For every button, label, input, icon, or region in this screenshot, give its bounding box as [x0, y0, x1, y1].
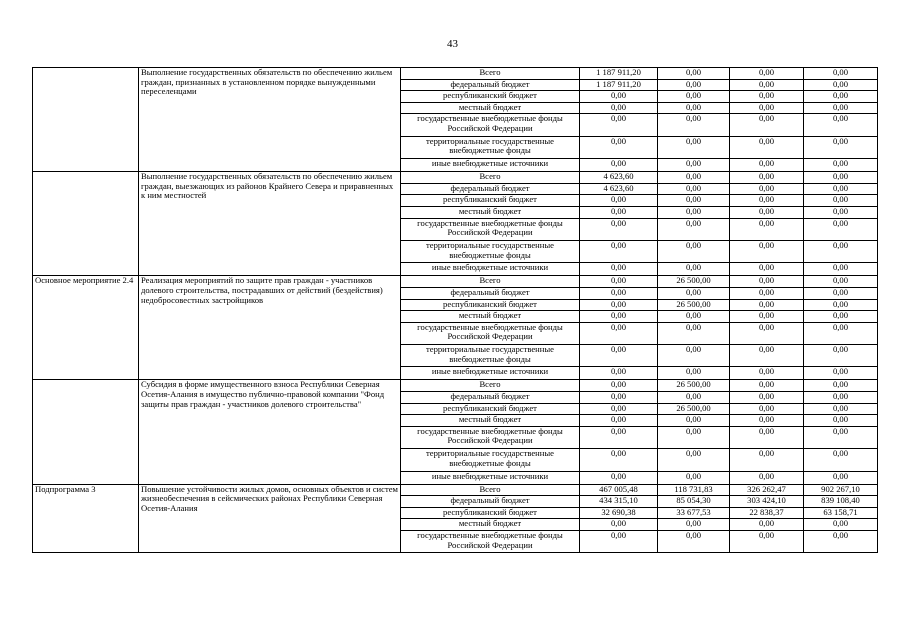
funding-source: федеральный бюджет — [401, 183, 580, 195]
program-code — [33, 68, 139, 172]
amount-cell: 0,00 — [658, 206, 730, 218]
funding-source: республиканский бюджет — [401, 91, 580, 103]
amount-cell: 0,00 — [658, 345, 730, 367]
funding-source: государственные внебюджетные фонды Российской Федерации — [401, 218, 580, 240]
amount-cell: 0,00 — [730, 206, 804, 218]
amount-cell: 0,00 — [804, 471, 878, 484]
amount-cell: 0,00 — [730, 276, 804, 288]
amount-cell: 1 187 911,20 — [580, 79, 658, 91]
amount-cell: 26 500,00 — [658, 299, 730, 311]
amount-cell: 0,00 — [658, 172, 730, 184]
amount-cell: 0,00 — [580, 136, 658, 158]
amount-cell: 839 108,40 — [804, 496, 878, 508]
amount-cell: 0,00 — [658, 79, 730, 91]
amount-cell: 0,00 — [580, 276, 658, 288]
amount-cell: 467 005,48 — [580, 484, 658, 496]
amount-cell: 0,00 — [580, 345, 658, 367]
funding-source: государственные внебюджетные фонды Российской Федерации — [401, 322, 580, 344]
amount-cell: 118 731,83 — [658, 484, 730, 496]
amount-cell: 0,00 — [658, 183, 730, 195]
amount-cell: 0,00 — [658, 449, 730, 471]
amount-cell: 33 677,53 — [658, 507, 730, 519]
funding-source: федеральный бюджет — [401, 287, 580, 299]
amount-cell: 26 500,00 — [658, 276, 730, 288]
amount-cell: 26 500,00 — [658, 403, 730, 415]
funding-source: территориальные государственные внебюджетные фонды — [401, 449, 580, 471]
program-name: Выполнение государственных обязательств по обеспечению жильем граждан, выезжающих из районов Крайнего Севера и приравненных к ним местностей — [139, 172, 401, 276]
amount-cell: 0,00 — [658, 287, 730, 299]
amount-cell: 0,00 — [804, 299, 878, 311]
amount-cell: 0,00 — [804, 392, 878, 404]
program-code: Основное мероприятие 2.4 — [33, 276, 139, 380]
funding-source: Всего — [401, 172, 580, 184]
amount-cell: 0,00 — [730, 195, 804, 207]
amount-cell: 0,00 — [580, 102, 658, 114]
amount-cell: 0,00 — [804, 367, 878, 380]
amount-cell: 0,00 — [580, 403, 658, 415]
amount-cell: 0,00 — [730, 299, 804, 311]
amount-cell: 0,00 — [580, 426, 658, 448]
amount-cell: 22 838,37 — [730, 507, 804, 519]
amount-cell: 85 054,30 — [658, 496, 730, 508]
amount-cell: 0,00 — [730, 426, 804, 448]
amount-cell: 0,00 — [658, 471, 730, 484]
funding-source: государственные внебюджетные фонды Российской Федерации — [401, 114, 580, 136]
amount-cell: 303 424,10 — [730, 496, 804, 508]
funding-source: республиканский бюджет — [401, 195, 580, 207]
funding-source: местный бюджет — [401, 415, 580, 427]
amount-cell: 0,00 — [804, 114, 878, 136]
amount-cell: 4 623,60 — [580, 172, 658, 184]
amount-cell: 0,00 — [658, 367, 730, 380]
amount-cell: 0,00 — [730, 531, 804, 553]
amount-cell: 0,00 — [804, 322, 878, 344]
amount-cell: 0,00 — [580, 195, 658, 207]
amount-cell: 0,00 — [804, 415, 878, 427]
amount-cell: 0,00 — [580, 322, 658, 344]
amount-cell: 0,00 — [580, 287, 658, 299]
funding-source: местный бюджет — [401, 102, 580, 114]
amount-cell: 0,00 — [580, 471, 658, 484]
funding-source: государственные внебюджетные фонды Российской Федерации — [401, 426, 580, 448]
table-row — [33, 484, 878, 496]
amount-cell: 0,00 — [580, 206, 658, 218]
funding-source: государственные внебюджетные фонды Российской Федерации — [401, 531, 580, 553]
funding-source: территориальные государственные внебюджетные фонды — [401, 240, 580, 262]
program-name: Повышение устойчивости жилых домов, основных объектов и систем жизнеобеспечения в сейсмических районах Республики Северная Осетия-Алания — [139, 484, 401, 553]
amount-cell: 0,00 — [804, 380, 878, 392]
program-code — [33, 380, 139, 484]
amount-cell: 0,00 — [730, 218, 804, 240]
amount-cell: 0,00 — [730, 367, 804, 380]
amount-cell: 0,00 — [804, 218, 878, 240]
amount-cell: 0,00 — [580, 311, 658, 323]
funding-source: иные внебюджетные источники — [401, 159, 580, 172]
amount-cell: 0,00 — [658, 102, 730, 114]
amount-cell: 0,00 — [804, 403, 878, 415]
amount-cell: 0,00 — [804, 195, 878, 207]
funding-source: территориальные государственные внебюджетные фонды — [401, 345, 580, 367]
amount-cell: 26 500,00 — [658, 380, 730, 392]
amount-cell: 0,00 — [804, 426, 878, 448]
amount-cell: 0,00 — [730, 392, 804, 404]
amount-cell: 0,00 — [730, 380, 804, 392]
amount-cell: 0,00 — [804, 287, 878, 299]
funding-source: Всего — [401, 484, 580, 496]
amount-cell: 0,00 — [658, 415, 730, 427]
funding-source: иные внебюджетные источники — [401, 471, 580, 484]
amount-cell: 0,00 — [804, 183, 878, 195]
amount-cell: 0,00 — [580, 519, 658, 531]
amount-cell: 0,00 — [804, 79, 878, 91]
table-row — [33, 172, 878, 184]
program-name: Выполнение государственных обязательств по обеспечению жильем граждан, признанных в установленном порядке вынужденными переселенцами — [139, 68, 401, 172]
amount-cell: 32 690,38 — [580, 507, 658, 519]
amount-cell: 434 315,10 — [580, 496, 658, 508]
amount-cell: 0,00 — [658, 311, 730, 323]
amount-cell: 1 187 911,20 — [580, 68, 658, 80]
amount-cell: 0,00 — [730, 102, 804, 114]
amount-cell: 0,00 — [730, 79, 804, 91]
amount-cell: 0,00 — [580, 159, 658, 172]
amount-cell: 0,00 — [804, 311, 878, 323]
amount-cell: 63 158,71 — [804, 507, 878, 519]
amount-cell: 0,00 — [580, 392, 658, 404]
amount-cell: 0,00 — [804, 102, 878, 114]
amount-cell: 0,00 — [658, 195, 730, 207]
funding-source: республиканский бюджет — [401, 403, 580, 415]
amount-cell: 0,00 — [804, 263, 878, 276]
amount-cell: 0,00 — [658, 159, 730, 172]
amount-cell: 0,00 — [804, 276, 878, 288]
amount-cell: 0,00 — [804, 519, 878, 531]
amount-cell: 0,00 — [580, 299, 658, 311]
table-row — [33, 68, 878, 80]
amount-cell: 0,00 — [580, 218, 658, 240]
amount-cell: 0,00 — [730, 287, 804, 299]
amount-cell: 0,00 — [730, 68, 804, 80]
budget-table — [32, 67, 878, 553]
amount-cell: 0,00 — [804, 172, 878, 184]
funding-source: федеральный бюджет — [401, 392, 580, 404]
amount-cell: 0,00 — [730, 136, 804, 158]
amount-cell: 0,00 — [580, 263, 658, 276]
amount-cell: 0,00 — [804, 531, 878, 553]
amount-cell: 326 262,47 — [730, 484, 804, 496]
amount-cell: 0,00 — [658, 91, 730, 103]
amount-cell: 0,00 — [804, 449, 878, 471]
amount-cell: 0,00 — [658, 426, 730, 448]
funding-source: местный бюджет — [401, 311, 580, 323]
amount-cell: 0,00 — [804, 240, 878, 262]
amount-cell: 0,00 — [658, 322, 730, 344]
amount-cell: 4 623,60 — [580, 183, 658, 195]
table-row — [33, 276, 878, 288]
funding-source: федеральный бюджет — [401, 496, 580, 508]
program-name: Реализация мероприятий по защите прав граждан - участников долевого строительства, пострадавших от действий (бездействия) недобросовестных застройщиков — [139, 276, 401, 380]
amount-cell: 0,00 — [658, 240, 730, 262]
amount-cell: 0,00 — [730, 322, 804, 344]
amount-cell: 0,00 — [580, 380, 658, 392]
amount-cell: 0,00 — [730, 345, 804, 367]
amount-cell: 0,00 — [658, 263, 730, 276]
amount-cell: 0,00 — [730, 471, 804, 484]
amount-cell: 0,00 — [580, 240, 658, 262]
amount-cell: 0,00 — [804, 159, 878, 172]
amount-cell: 0,00 — [580, 531, 658, 553]
program-code: Подпрограмма 3 — [33, 484, 139, 553]
funding-source: иные внебюджетные источники — [401, 263, 580, 276]
funding-source: республиканский бюджет — [401, 299, 580, 311]
amount-cell: 0,00 — [804, 136, 878, 158]
funding-source: иные внебюджетные источники — [401, 367, 580, 380]
amount-cell: 0,00 — [730, 449, 804, 471]
program-name: Субсидия в форме имущественного взноса Республики Северная Осетия-Алания в имущество публично-правовой компании "Фонд защиты прав граждан - участников долевого строительства" — [139, 380, 401, 484]
amount-cell: 0,00 — [730, 91, 804, 103]
amount-cell: 0,00 — [730, 114, 804, 136]
amount-cell: 0,00 — [658, 392, 730, 404]
funding-source: территориальные государственные внебюджетные фонды — [401, 136, 580, 158]
funding-source: Всего — [401, 380, 580, 392]
amount-cell: 0,00 — [658, 218, 730, 240]
amount-cell: 0,00 — [658, 114, 730, 136]
amount-cell: 0,00 — [730, 519, 804, 531]
funding-source: местный бюджет — [401, 519, 580, 531]
amount-cell: 0,00 — [730, 240, 804, 262]
funding-source: федеральный бюджет — [401, 79, 580, 91]
funding-source: республиканский бюджет — [401, 507, 580, 519]
amount-cell: 0,00 — [658, 68, 730, 80]
page-number: 43 — [447, 38, 458, 50]
funding-source: Всего — [401, 276, 580, 288]
amount-cell: 0,00 — [730, 183, 804, 195]
amount-cell: 0,00 — [658, 136, 730, 158]
funding-source: местный бюджет — [401, 206, 580, 218]
amount-cell: 0,00 — [804, 91, 878, 103]
amount-cell: 0,00 — [730, 172, 804, 184]
amount-cell: 902 267,10 — [804, 484, 878, 496]
amount-cell: 0,00 — [658, 519, 730, 531]
amount-cell: 0,00 — [580, 449, 658, 471]
amount-cell: 0,00 — [580, 91, 658, 103]
amount-cell: 0,00 — [730, 415, 804, 427]
amount-cell: 0,00 — [804, 68, 878, 80]
amount-cell: 0,00 — [804, 345, 878, 367]
funding-source: Всего — [401, 68, 580, 80]
program-code — [33, 172, 139, 276]
amount-cell: 0,00 — [580, 114, 658, 136]
amount-cell: 0,00 — [730, 311, 804, 323]
amount-cell: 0,00 — [804, 206, 878, 218]
table-row — [33, 380, 878, 392]
amount-cell: 0,00 — [580, 367, 658, 380]
amount-cell: 0,00 — [730, 263, 804, 276]
amount-cell: 0,00 — [730, 159, 804, 172]
amount-cell: 0,00 — [730, 403, 804, 415]
amount-cell: 0,00 — [580, 415, 658, 427]
amount-cell: 0,00 — [658, 531, 730, 553]
